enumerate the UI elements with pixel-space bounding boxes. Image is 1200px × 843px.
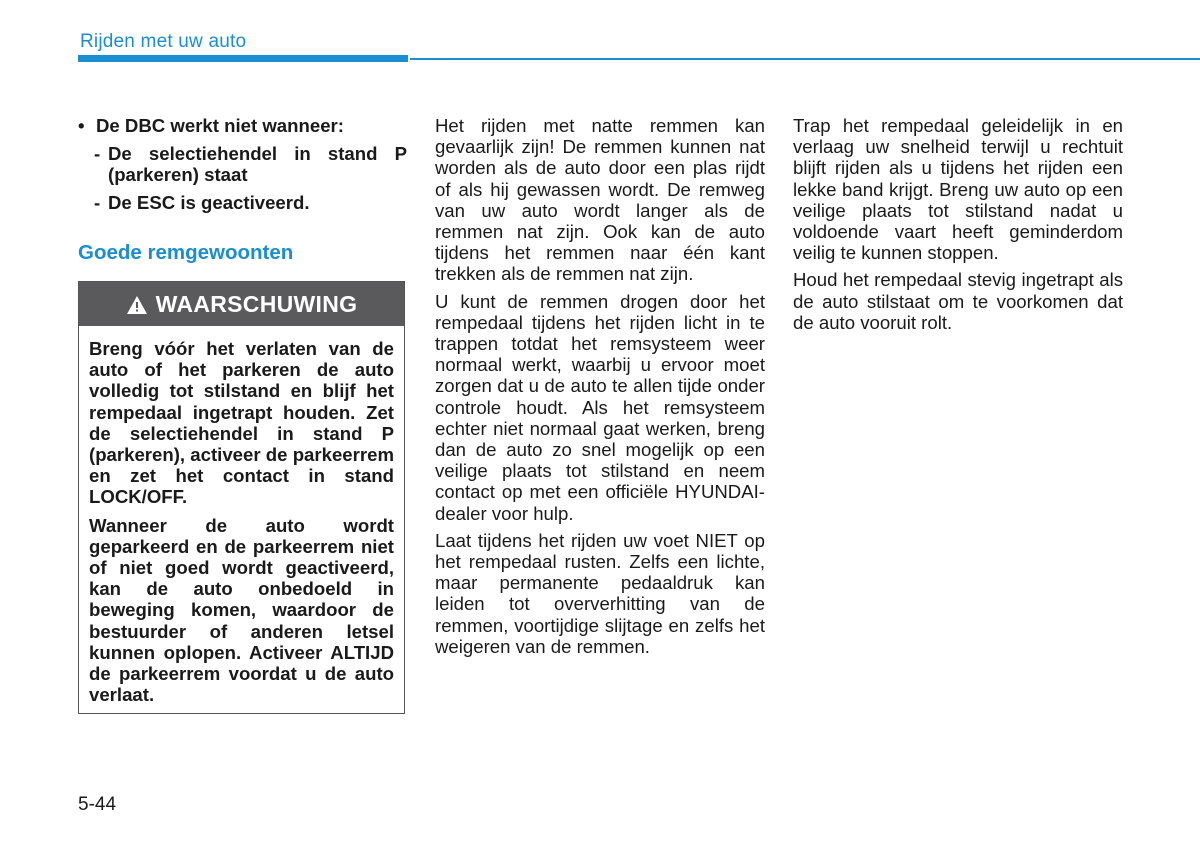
body-paragraph: Het rijden met natte remmen kan gevaarlijk zijn! De remmen kunnen nat worden als de auto door een plas rijdt of als hij gewassen wordt. De remweg van uw auto wordt langer als de remmen nat zijn. Ook kan de auto tijdens het remmen naar één kant trekken als de remmen nat zijn.	[435, 115, 765, 285]
chapter-title: Rijden met uw auto	[80, 31, 247, 52]
sub-dash: -	[94, 143, 101, 165]
column-right	[793, 115, 1123, 339]
bullet-text: De DBC werkt niet wanneer:	[96, 115, 344, 136]
body-paragraph: Laat tijdens het rijden uw voet NIET op het rempedaal rusten. Zelfs een lichte, maar permanente pedaaldruk kan leiden tot oververhitting van de remmen, voortijdige slijtage en zelfs het weigeren van de remmen.	[435, 529, 765, 657]
sub-item	[94, 192, 407, 213]
warning-box	[78, 281, 405, 714]
sub-item-text: De selectiehendel in stand P (parkeren) staat	[108, 143, 407, 186]
header-rule-thick	[78, 55, 408, 62]
warning-paragraph: Breng vóór het verlaten van de auto of het parkeren de auto volledig tot stilstand en blijf het rempedaal ingetrapt houden. Zet de selectiehendel in stand P (parkeren), activeer de parkeerrem en zet het contact in stand LOCK/OFF.	[89, 338, 394, 508]
bullet-item	[78, 115, 407, 136]
header-rule-thin	[410, 58, 1200, 60]
column-left	[78, 115, 407, 265]
bullet-dot: •	[78, 115, 85, 136]
warning-body	[79, 326, 404, 705]
sub-dash: -	[94, 191, 101, 213]
section-heading: Goede remgewoonten	[78, 240, 294, 264]
body-paragraph: U kunt de remmen drogen door het rempedaal tijdens het rijden licht in te trappen totdat het remsysteem weer normaal werkt, waarbij u ervoor moet zorgen dat u de auto te allen tijde onder controle houdt. Als het remsysteem echter niet normaal gaat werken, breng dan de auto zo snel mogelijk op een veilige plaats tot stilstand en neem contact op met een officiële HYUNDAI-dealer voor hulp.	[435, 290, 765, 524]
warning-title: WAARSCHUWING	[155, 290, 358, 317]
sub-item-text: De ESC is geactiveerd.	[108, 191, 310, 213]
warning-paragraph: Wanneer de auto wordt geparkeerd en de parkeerrem niet of niet goed wordt geactiveerd, kan de auto onbedoeld in beweging komen, waardoor de bestuurder of anderen letsel kunnen oplopen. Activeer ALTIJD de parkeerrem voordat u de auto verlaat.	[89, 514, 394, 706]
body-paragraph: Houd het rempedaal stevig ingetrapt als de auto stilstaat om te voorkomen dat de auto vooruit rolt.	[793, 269, 1123, 333]
warning-triangle-icon	[126, 294, 148, 314]
warning-header	[79, 282, 404, 326]
page-number: 5-44	[78, 794, 117, 815]
sub-item	[94, 143, 407, 185]
column-middle	[435, 115, 765, 663]
body-paragraph: Trap het rempedaal geleidelijk in en verlaag uw snelheid terwijl u rechtuit blijft rijden als u tijdens het rijden een lekke band krijgt. Breng uw auto op een veilige plaats tot stilstand nadat u voldoende vaart heeft geminderdom veilig te kunnen stoppen.	[793, 115, 1123, 264]
